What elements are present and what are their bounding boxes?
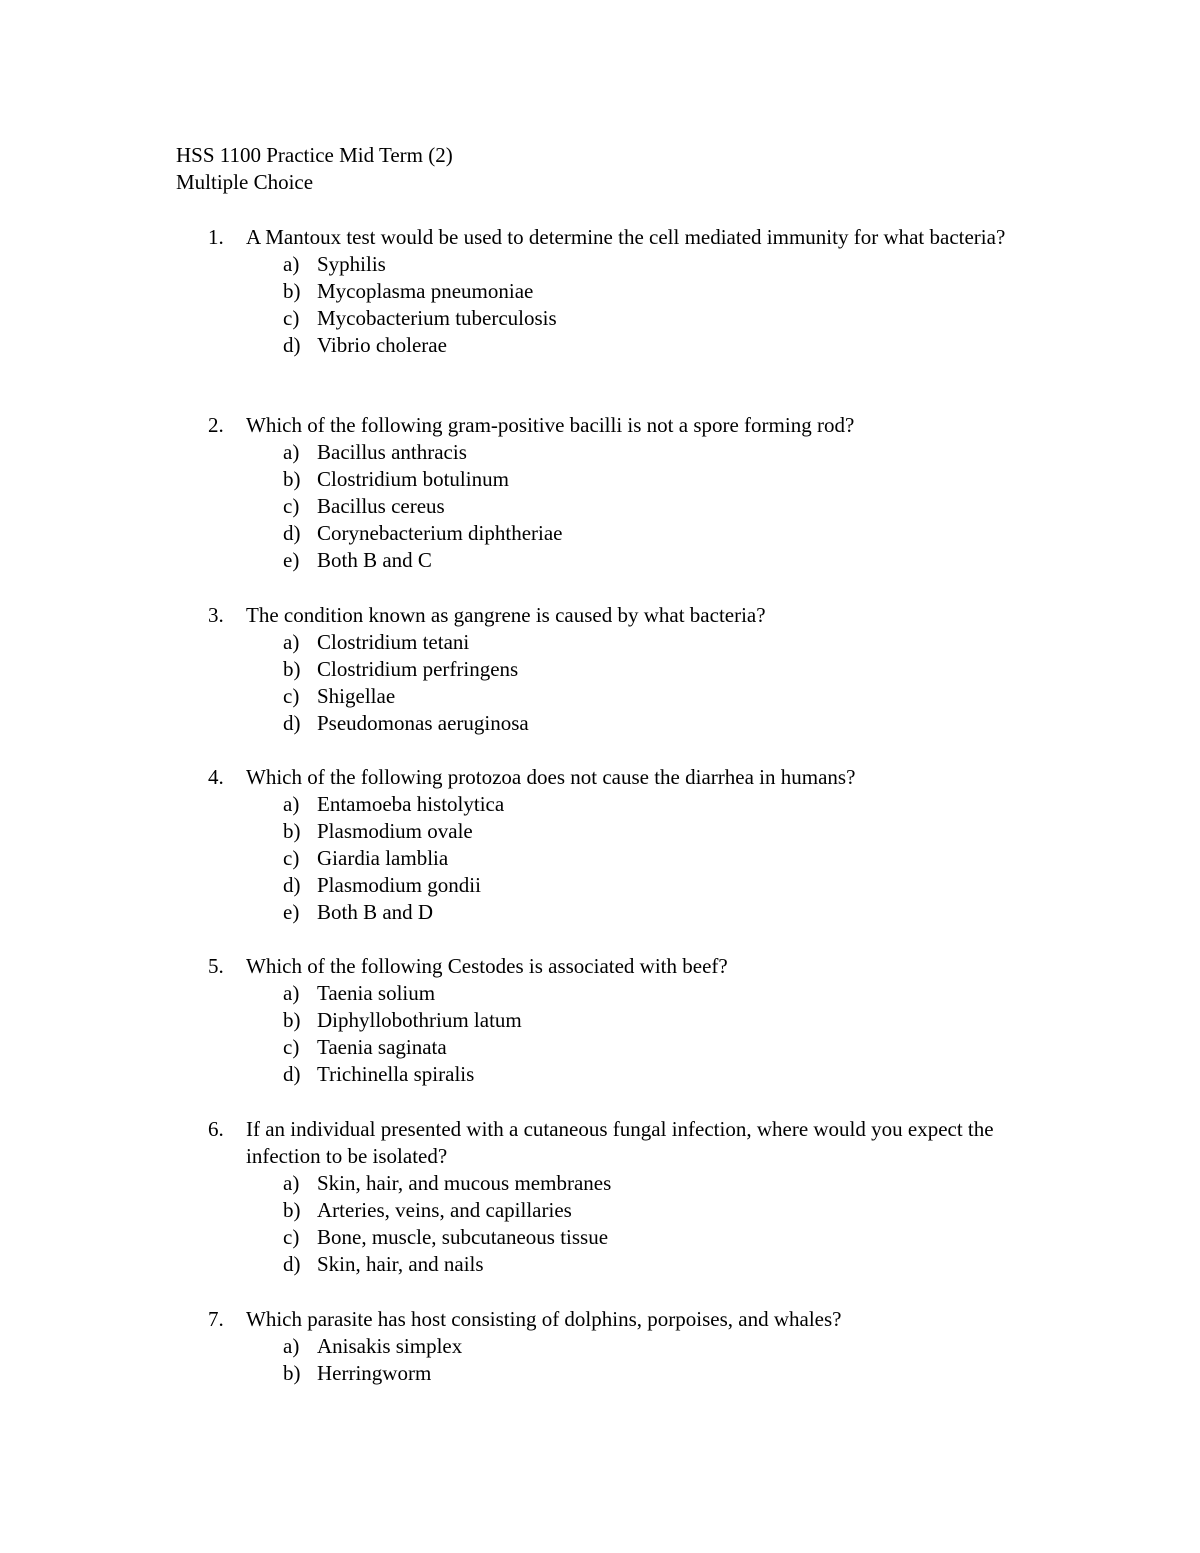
document-header [176,142,453,196]
option-letter: b) [283,279,301,303]
option-letter: a) [283,440,300,464]
question-stem [208,764,1028,791]
option-letter: a) [283,1171,300,1195]
answer-option [283,251,1028,278]
option-letter: c) [283,684,300,708]
question-stem [208,602,1028,629]
document-title: HSS 1100 Practice Mid Term (2) [176,143,453,167]
option-letter: d) [283,711,301,735]
answer-option [283,1034,1028,1061]
option-letter: b) [283,467,301,491]
option-letter: a) [283,981,300,1005]
question-1 [208,224,1028,359]
option-letter: c) [283,494,300,518]
option-text: Entamoeba histolytica [317,792,505,816]
question-number: 6. [208,1117,224,1141]
option-text: Vibrio cholerae [317,333,447,357]
question-text: Which of the following gram-positive bacilli is not a spore forming rod? [246,413,855,437]
option-letter: c) [283,846,300,870]
option-text: Bacillus anthracis [317,440,467,464]
answer-option [283,899,1028,926]
option-letter: b) [283,1008,301,1032]
answer-option [283,1251,1028,1278]
option-letter: b) [283,657,301,681]
option-letter: d) [283,1062,301,1086]
option-letter: c) [283,306,300,330]
option-text: Taenia solium [317,981,436,1005]
option-letter: b) [283,1361,301,1385]
option-letter: b) [283,1198,301,1222]
question-7 [208,1306,1028,1387]
question-number: 4. [208,765,224,789]
question-number: 7. [208,1307,224,1331]
question-stem [208,1116,1028,1170]
option-text: Clostridium perfringens [317,657,519,681]
option-text: Skin, hair, and mucous membranes [317,1171,612,1195]
option-text: Both B and C [317,548,432,572]
option-letter: d) [283,873,301,897]
question-text: If an individual presented with a cutaneous fungal infection, where would you expect the infection to be isolated? [246,1117,994,1168]
option-letter: a) [283,630,300,654]
question-5 [208,953,1028,1088]
option-text: Bacillus cereus [317,494,445,518]
option-letter: d) [283,521,301,545]
answer-option [283,278,1028,305]
question-3 [208,602,1028,737]
question-2 [208,412,1028,574]
answer-option [283,629,1028,656]
question-number: 3. [208,603,224,627]
answer-option [283,710,1028,737]
answer-option [283,845,1028,872]
answer-option [283,1224,1028,1251]
answer-option [283,791,1028,818]
option-letter: e) [283,900,300,924]
option-text: Diphyllobothrium latum [317,1008,522,1032]
option-letter: c) [283,1225,300,1249]
answer-option [283,872,1028,899]
question-text: Which of the following protozoa does not cause the diarrhea in humans? [246,765,856,789]
answer-option [283,493,1028,520]
option-text: Clostridium tetani [317,630,470,654]
answer-option [283,1333,1028,1360]
option-text: Both B and D [317,900,434,924]
answer-option [283,1007,1028,1034]
answer-option [283,305,1028,332]
option-text: Corynebacterium diphtheriae [317,521,563,545]
option-text: Mycoplasma pneumoniae [317,279,534,303]
option-text: Bone, muscle, subcutaneous tissue [317,1225,609,1249]
option-letter: b) [283,819,301,843]
question-number: 2. [208,413,224,437]
question-text: Which of the following Cestodes is associated with beef? [246,954,728,978]
option-text: Taenia saginata [317,1035,447,1059]
option-letter: d) [283,1252,301,1276]
question-stem [208,953,1028,980]
option-text: Anisakis simplex [317,1334,463,1358]
option-text: Skin, hair, and nails [317,1252,484,1276]
answer-option [283,683,1028,710]
answer-option [283,1360,1028,1387]
option-text: Syphilis [317,252,386,276]
option-letter: e) [283,548,300,572]
question-text: A Mantoux test would be used to determine the cell mediated immunity for what bacteria? [246,225,1006,249]
answer-option [283,520,1028,547]
option-letter: a) [283,252,300,276]
option-letter: c) [283,1035,300,1059]
question-number: 5. [208,954,224,978]
question-4 [208,764,1028,926]
answer-option [283,547,1028,574]
answer-option [283,439,1028,466]
option-text: Giardia lamblia [317,846,449,870]
question-text: The condition known as gangrene is caused by what bacteria? [246,603,766,627]
option-text: Plasmodium ovale [317,819,473,843]
option-text: Plasmodium gondii [317,873,481,897]
question-number: 1. [208,225,224,249]
answer-option [283,1197,1028,1224]
option-letter: a) [283,1334,300,1358]
option-text: Trichinella spiralis [317,1062,475,1086]
answer-option [283,818,1028,845]
answer-option [283,466,1028,493]
answer-option [283,332,1028,359]
question-6 [208,1116,1028,1278]
answer-option [283,1061,1028,1088]
answer-option [283,980,1028,1007]
option-text: Mycobacterium tuberculosis [317,306,557,330]
option-letter: a) [283,792,300,816]
option-text: Arteries, veins, and capillaries [317,1198,572,1222]
question-text: Which parasite has host consisting of dolphins, porpoises, and whales? [246,1307,842,1331]
question-stem [208,1306,1028,1333]
option-text: Shigellae [317,684,396,708]
option-text: Pseudomonas aeruginosa [317,711,529,735]
question-stem [208,412,1028,439]
answer-option [283,656,1028,683]
option-letter: d) [283,333,301,357]
answer-option [283,1170,1028,1197]
document-subtitle: Multiple Choice [176,170,314,194]
question-stem [208,224,1028,251]
option-text: Herringworm [317,1361,432,1385]
option-text: Clostridium botulinum [317,467,509,491]
